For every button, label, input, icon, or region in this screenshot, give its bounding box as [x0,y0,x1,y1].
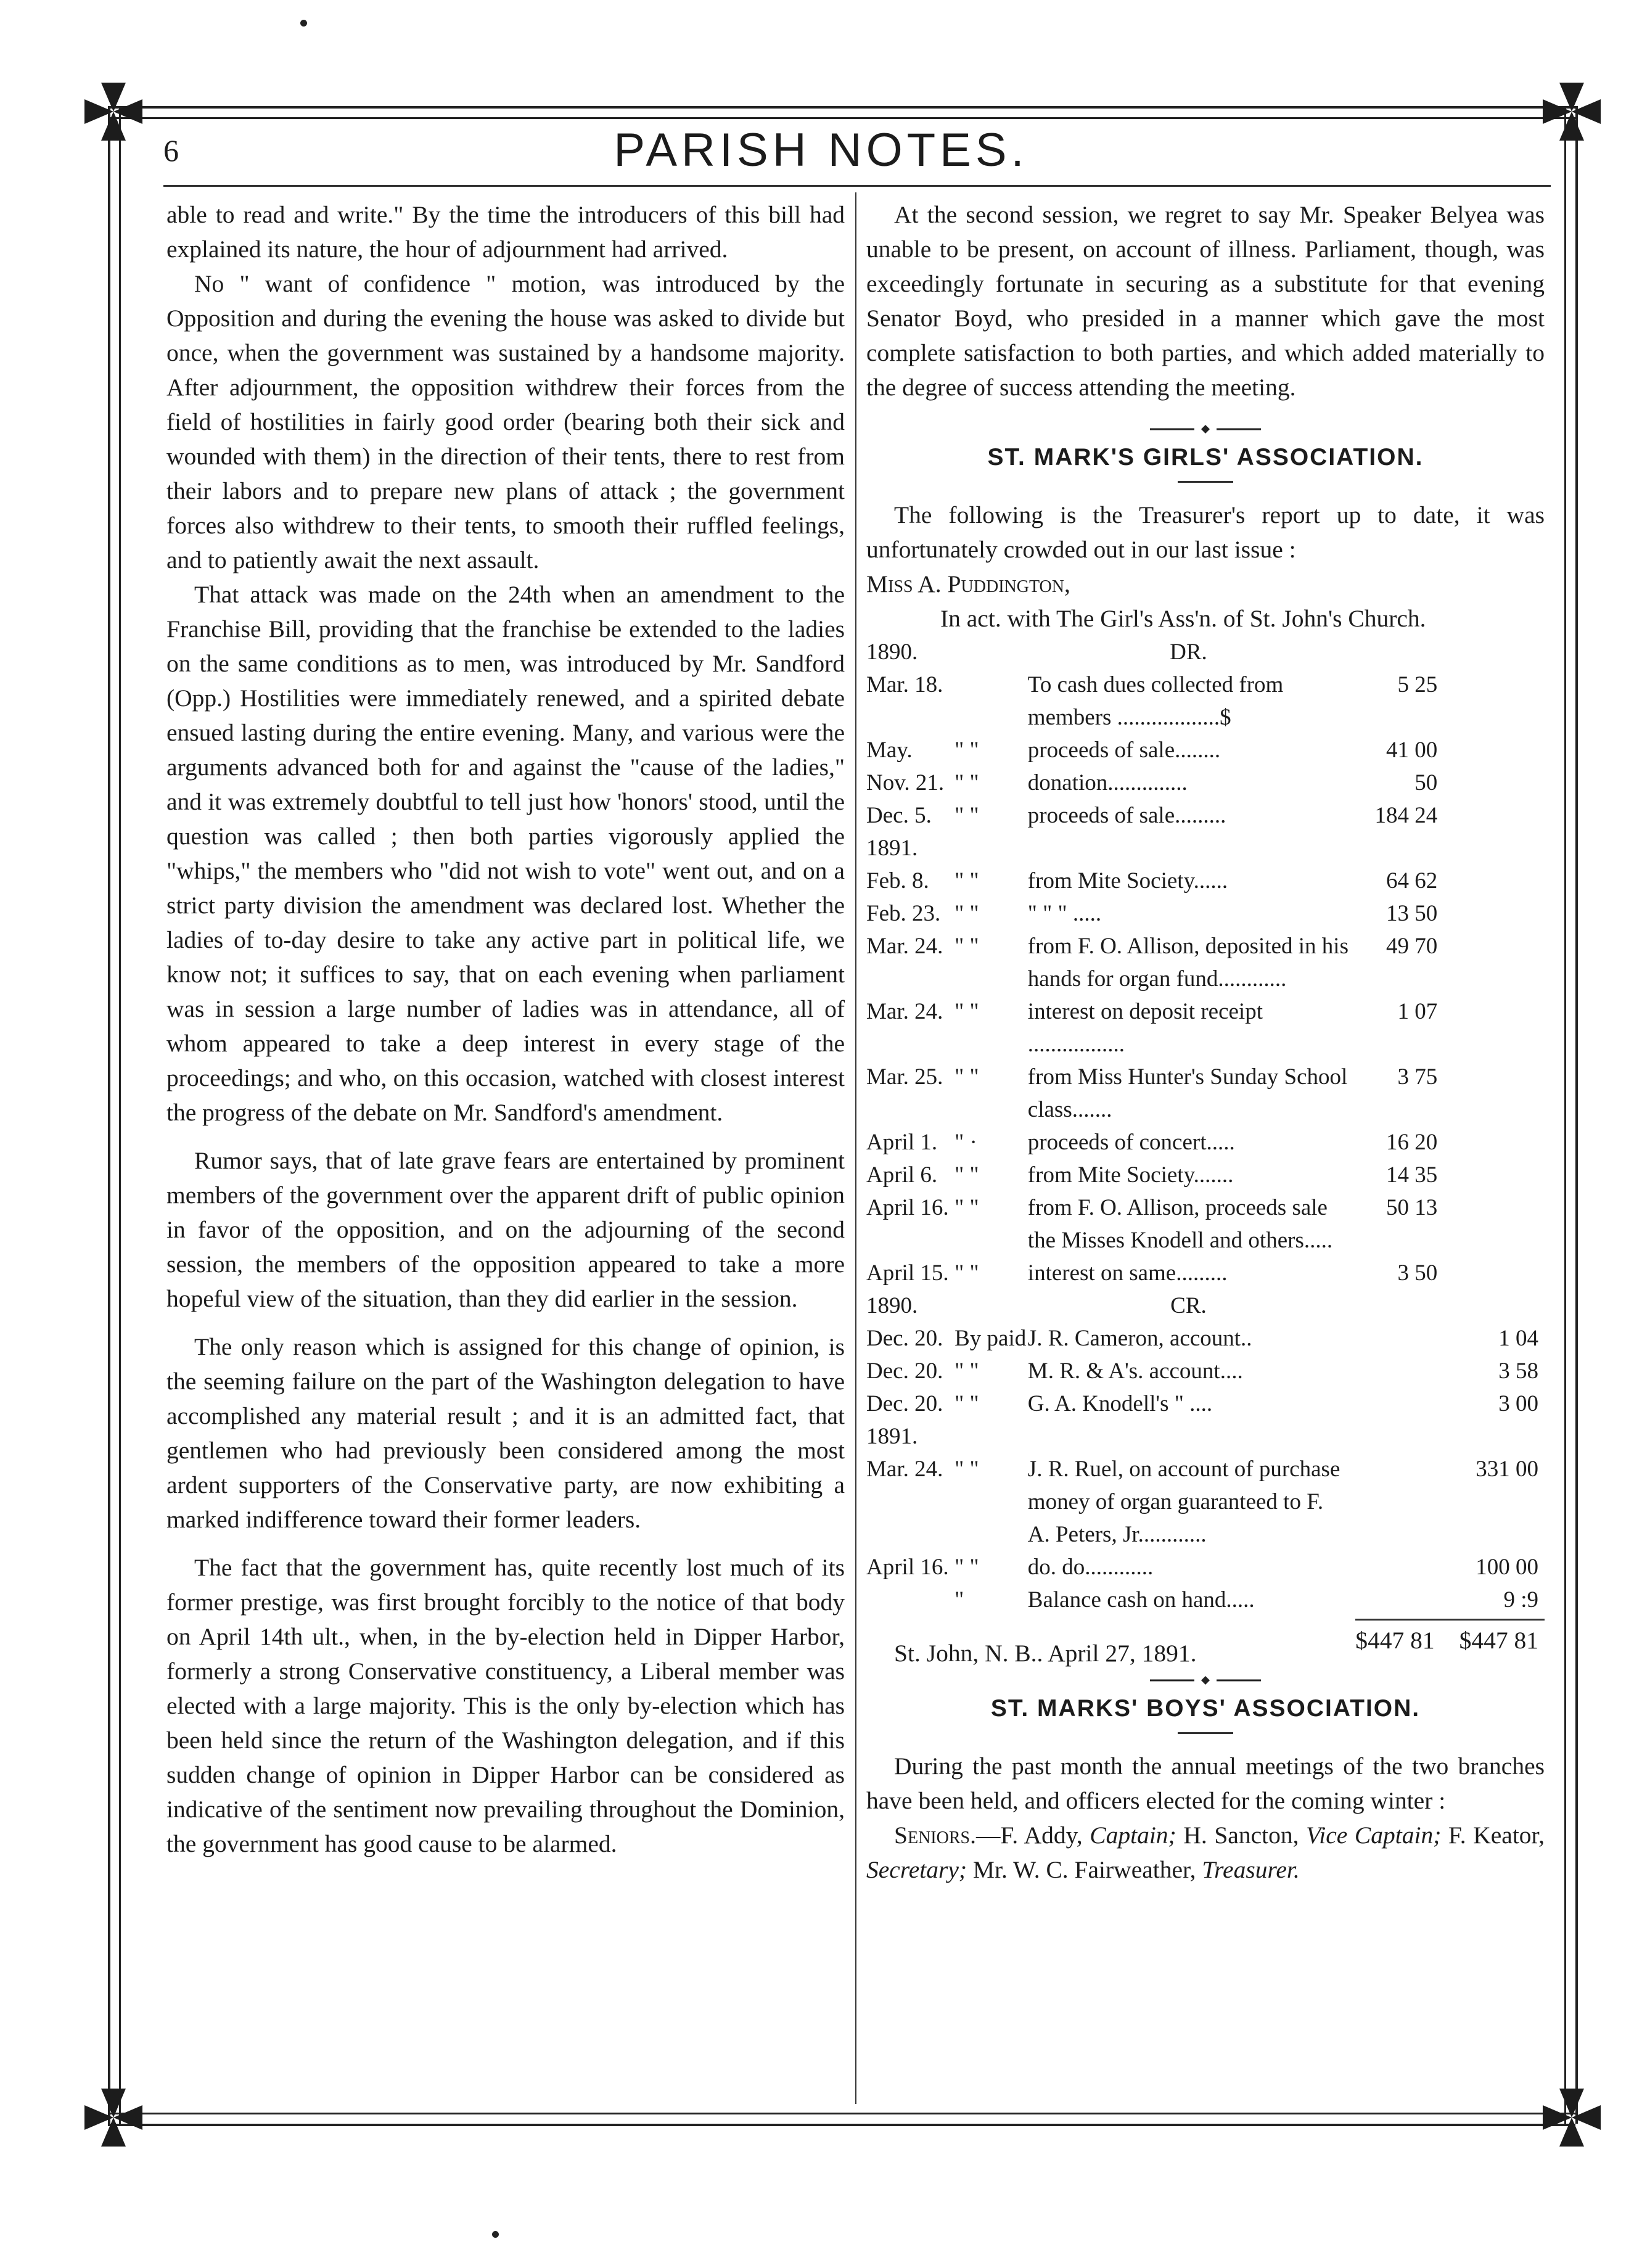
ledger-description: from F. O. Allison, deposited in his hands for organ fund............ [1027,934,1348,992]
ledger-row [866,1551,1545,1584]
ledger-date: Mar. 24. [866,999,943,1024]
ledger-date: Mar. 25. [866,1064,943,1090]
ledger-ditto [954,1420,1028,1453]
ledger-date: 1891. [866,1424,918,1449]
ledger-date: Dec. 20. [866,1358,943,1384]
ledger-row [866,1420,1545,1453]
ledger-date: May. [866,738,913,763]
heading-rule [1178,1732,1233,1734]
ledger-row [866,766,1545,799]
ledger-ditto: " " [954,868,979,894]
ledger-credit-amount [1437,1420,1545,1453]
total-credit: $447 81 [1459,1627,1538,1654]
print-speck [492,2231,499,2238]
print-speck [300,20,307,27]
ledger-ditto: By paid [954,1326,1027,1351]
ledger-row [866,930,1545,995]
ledger-credit-amount: 3 00 [1498,1391,1538,1416]
officer-role: Vice Captain; [1306,1822,1442,1849]
ledger-credit-amount: 3 58 [1498,1358,1538,1384]
ledger-debit-amount: 3 75 [1397,1064,1438,1090]
ledger-row [866,897,1545,930]
ledger-row [866,1322,1545,1355]
paragraph: No " want of confidence " motion, was introduced by the Opposition and during the evening the house was asked to divide but once, when the government was sustained by a handsome majority. After adjournment, the opposition withdrew their forces from the field of hostilities in fairly good order (bearing both their sick and wounded with them) in the direction of their tents, there to rest from their labors and to prepare new plans of attack ; the government forces also withdrew to their tents, to smooth their ruffled feelings, and to patiently await the next assault. [166,270,845,573]
ledger-description [1028,1420,1349,1453]
masthead-title: PARISH NOTES. [614,124,1028,176]
ledger-date: April 6. [866,1162,938,1188]
ledger-description: To cash dues collected from members ..................$ [1027,672,1284,730]
ledger-row [866,1257,1545,1289]
maltese-cross-icon [80,2084,147,2151]
paragraph: During the past month the annual meetings of the two branches have been held, and officers elected for the coming winter : [866,1752,1545,1814]
ledger-ditto: " " [954,770,979,795]
ledger-ditto: " " [954,1457,979,1482]
treasurer-name: Miss A. Puddington, [866,570,1070,598]
officer-text: —F. Addy, [975,1822,1090,1849]
ledger-ditto [954,832,1028,865]
ledger-debit-amount: 49 70 [1385,934,1438,959]
frame-bottom-outer [108,2124,1575,2126]
heading-rule [1178,481,1233,483]
ledger-row [866,1061,1545,1126]
ledger-row [866,865,1545,897]
ledger-date [866,1584,954,1616]
ledger-ditto: " " [954,1195,979,1220]
ledger-date: April 1. [866,1130,938,1155]
ledger-ditto: " [954,1587,964,1613]
left-column [166,197,845,1861]
ledger-date: Mar. 24. [866,934,943,959]
ledger-description: proceeds of concert..... [1027,1130,1235,1155]
ledger-debit-amount: 184 24 [1374,803,1438,828]
ledger-description: J. R. Ruel, on account of purchase money of organ guaranteed to F. A. Peters, Jr............ [1027,1457,1340,1547]
ledger-year: 1890. [866,639,918,665]
ledger-row [866,1387,1545,1420]
right-column [866,197,1545,1887]
ledger-date: Feb. 23. [866,901,941,926]
ledger-row [866,1126,1545,1159]
ledger-date: Nov. 21. [866,770,945,795]
page-number: 6 [163,133,179,168]
total-debit: $447 81 [1355,1627,1435,1654]
ledger-debit-amount: 5 25 [1397,672,1438,697]
account-line: In act. with The Girl's Ass'n. of St. John's Church. [940,605,1426,632]
ledger-credit-amount: 9 :9 [1503,1587,1538,1613]
place-date: St. John, N. B.. April 27, 1891. [894,1640,1197,1667]
ledger-credit-amount: 100 00 [1476,1555,1538,1580]
ledger-totals [866,1619,1545,1670]
ledger-row [866,995,1545,1061]
ledger-row [866,734,1545,766]
ledger-row [866,832,1545,865]
paragraph: At the second session, we regret to say Mr. Speaker Belyea was unable to be present, on account of illness. Parliament, though, was exceedingly fortunate in securing as a substitute for that evening Senator Boyd, who presided in a manner which gave the most complete satisfaction to both parties, and which added materially to the degree of success attending the meeting. [866,201,1545,401]
ledger-description: proceeds of sale......... [1027,803,1226,828]
paragraph: The fact that the government has, quite recently lost much of its former prestige, was first brought forcibly to the notice of that body on April 14th ult., when, in the by-election held in Dipper Harbor, formerly a strong Conservative constituency, a Liberal member was elected with a large majority. This is the only by-election which has been held since the return of the Washington delegation, and if this sudden change of opinion in Dipper Harbor can be considered as indicative of the sentiment now prevailing throughout the Dominion, the government has good cause to be alarmed. [166,1554,845,1857]
seniors-label: Seniors. [894,1822,976,1849]
paragraph: Rumor says, that of late grave fears are entertained by prominent members of the government over the apparent drift of public opinion in favor of the opposition, and on the adjourning of the second session, the members of the opposition appeared to take a more hopeful view of the situation, than they did earlier in the session. [166,1147,845,1312]
ledger-description: from F. O. Allison, proceeds sale the Misses Knodell and others..... [1027,1195,1333,1253]
paragraph: The following is the Treasurer's report up to date, it was unfortunately crowded out in our last issue : [866,501,1545,563]
paragraph: able to read and write." By the time the introducers of this bill had explained its nature, the hour of adjournment had arrived. [166,201,845,263]
paragraph: The only reason which is assigned for this change of opinion, is the seeming failure on the part of the Washington delegation to have accomplished any material result ; and it is an admitted fact, that gentlemen who had previously been considered among the most ardent supporters of the Conservative party, are now exhibiting a marked indifference toward their former leaders. [166,1333,845,1533]
section-heading-girls: ST. MARK'S GIRLS' ASSOCIATION. [987,444,1424,470]
ledger-ditto: " " [954,901,979,926]
officer-role: Secretary; [866,1856,967,1883]
ledger-description: " " " ..... [1027,901,1102,926]
paragraph: That attack was made on the 24th when an amendment to the Franchise Bill, providing that the franchise be extended to the ladies on the same conditions as to men, was introduced by Mr. Sandford (Opp.) Hostilities were immediately renewed, and a spirited debate ensued lasting during the entire evening. Many, and various were the arguments advanced both for and against the "cause of the ladies," and it was extremely doubtful to tell just how 'honors' stood, until the question was called ; then both parties vigorously applied the "whips," the members who "did not wish to vote" went out, and on a strict party division the amendment was declared lost. Whether the ladies of to-day desire to take any active part in political life, we know not; it suffices to say, that on each evening when parliament was in session a large number of ladies was in attendance, all of whom appeared to take a deep interest in every stage of the proceedings; and who, on this occasion, watched with closest interest the progress of the debate on Mr. Sandford's amendment. [166,581,845,1126]
ledger-date: 1891. [866,836,918,861]
officer-text: Mr. W. C. Fairweather, [967,1856,1202,1883]
ledger-ditto: " " [954,1064,979,1090]
ledger-row [866,799,1545,832]
officers-paragraph [866,1818,1545,1887]
ledger-description: donation.............. [1027,770,1188,795]
ledger-debit-amount: 3 50 [1397,1260,1438,1286]
ledger-description [1028,832,1349,865]
ledger-description: from Miss Hunter's Sunday School class....... [1027,1064,1348,1122]
ledger-description: M. R. & A's. account.... [1027,1358,1243,1384]
ornament-divider-icon [1150,423,1261,435]
ledger-description: from Mite Society...... [1027,868,1228,894]
officer-text: H. Sancton, [1176,1822,1307,1849]
ledger-debit-amount: 14 35 [1385,1162,1438,1188]
section-heading-boys: ST. MARKS' BOYS' ASSOCIATION. [990,1695,1421,1722]
ledger-description: from Mite Society....... [1027,1162,1234,1188]
ledger-date: Mar. 18. [866,672,943,697]
ledger-year: 1890. [866,1293,918,1318]
ledger-debit-amount: 13 50 [1385,901,1438,926]
ledger-ditto: " · [954,1130,977,1155]
frame-bottom-inner [108,2113,1575,2114]
ledger-description: interest on same......... [1027,1260,1228,1286]
ledger-ditto: " " [954,738,979,763]
officer-role: Treasurer. [1202,1856,1300,1883]
maltese-cross-icon [1538,2084,1606,2151]
ledger-description: interest on deposit receipt ................. [1027,999,1263,1057]
frame-left-inner [119,106,121,2124]
frame-right-outer [1575,106,1578,2124]
ledger-debit-amount: 50 [1414,770,1438,795]
ledger-ditto: " " [954,999,979,1024]
frame-left-outer [108,106,110,2124]
ledger-debit-amount: 64 62 [1385,868,1438,894]
officer-text: F. Keator, [1441,1822,1545,1849]
ledger-description: J. R. Cameron, account.. [1027,1326,1252,1351]
ledger-side-label: DR. [1170,639,1207,665]
ledger-description: Balance cash on hand..... [1027,1587,1255,1613]
ledger-date: Dec. 20. [866,1326,943,1351]
frame-top-inner [108,117,1575,119]
ledger-credit-amount: 331 00 [1476,1457,1538,1482]
ledger-row [866,668,1545,734]
header-rule [163,185,1551,187]
ornament-divider-icon [1150,1674,1261,1687]
frame-right-inner [1564,106,1566,2124]
treasurer-ledger [866,636,1545,1616]
ledger-row [866,1191,1545,1257]
ledger-date: Feb. 8. [866,868,929,894]
ledger-date: Mar. 24. [866,1457,943,1482]
ledger-date: Dec. 5. [866,803,932,828]
ledger-row [866,1584,1545,1616]
ledger-row [866,1453,1545,1551]
ledger-debit-amount: 50 13 [1385,1195,1438,1220]
ledger-credit-amount: 1 04 [1498,1326,1538,1351]
ledger-debit-amount: 1 07 [1397,999,1438,1024]
ledger-description: G. A. Knodell's " .... [1027,1391,1213,1416]
ledger-date: April 15. [866,1260,949,1286]
ledger-ditto: " " [954,803,979,828]
ledger-description: proceeds of sale........ [1027,738,1221,763]
ledger-ditto: " " [954,1391,979,1416]
ledger-ditto [954,668,1028,734]
officer-role: Captain; [1090,1822,1176,1849]
ledger-date: Dec. 20. [866,1391,943,1416]
ledger-date: April 16. [866,1555,949,1580]
frame-top-outer [108,106,1575,109]
ledger-debit-amount: 16 20 [1385,1130,1438,1155]
ledger-row [866,1355,1545,1387]
ledger-ditto: " " [954,1555,979,1580]
ledger-side-label: CR. [1170,1293,1207,1318]
column-divider [855,192,856,2104]
ledger-debit-amount [1349,832,1437,865]
ledger-date: April 16. [866,1195,949,1220]
ledger-debit-amount: 41 00 [1385,738,1438,763]
ledger-row [866,1159,1545,1191]
ledger-ditto: " " [954,934,979,959]
ledger-ditto: " " [954,1358,979,1384]
ledger-description: do. do............ [1027,1555,1154,1580]
ledger-ditto: " " [954,1260,979,1286]
ledger-ditto: " " [954,1162,979,1188]
